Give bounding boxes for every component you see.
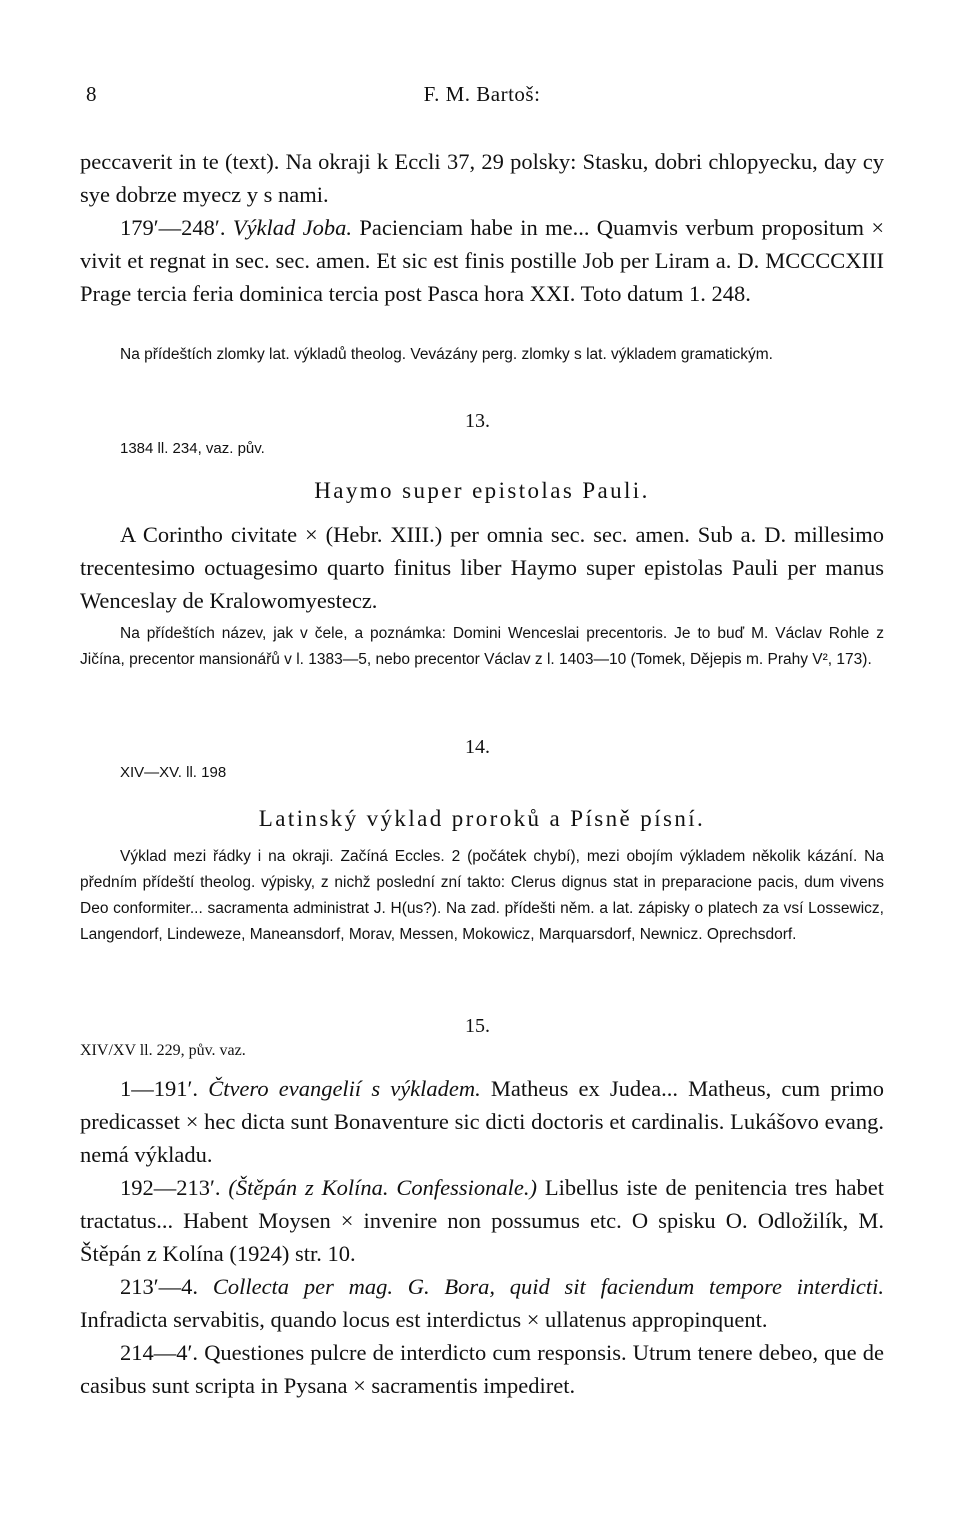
entry-13-shelfmark: 1384 ll. 234, vaz. pův. <box>120 440 265 457</box>
continuation-block <box>80 145 884 310</box>
entry-15-items <box>80 1072 884 1402</box>
entry-13-title: Haymo super epistolas Pauli. <box>314 478 650 503</box>
entry-14-shelfmark: XIV—XV. ll. 198 <box>120 764 227 781</box>
entry-14-number: 14. <box>465 736 490 758</box>
entry-13-number: 13. <box>465 410 490 432</box>
item-title: Čtvero evangelií s výkladem. <box>208 1076 481 1101</box>
folio-range: 214—4′. <box>120 1340 199 1365</box>
page-number: 8 <box>86 82 97 106</box>
page-header <box>80 82 884 112</box>
item-title: (Štěpán z Kolína. Confessionale.) <box>228 1175 537 1200</box>
entry-15-item <box>80 1171 884 1270</box>
folio-range: 1—191′. <box>120 1076 199 1101</box>
work-text: Pacienciam habe in me... Quamvis verbum propositum × vivit et regnat in sec. sec. amen. Et sic est finis postille Job per Liram a. D. MCCCCXIII Prage tercia feria dominica tercia post Pasca hora XXI. Toto datum 1. 248. <box>80 215 885 306</box>
item-text: Libellus iste de penitencia tres habet tractatus... Habent Moysen × invenire non possumus etc. O spisku O. Odložilík, M. Štěpán z Kolína (1924) str. 10. <box>80 1175 884 1266</box>
entry-13-body: A Corintho civitate × (Hebr. XIII.) per omnia sec. sec. amen. Sub a. D. millesimo trecentesimo octuagesimo quarto finitus liber Haymo super epistolas Pauli per manus Wenceslay de Kralowomyestecz. <box>80 522 884 613</box>
entry-15-item <box>80 1336 884 1402</box>
continuation-note: Na přídeštích zlomky lat. výkladů theolog. Vevázány perg. zlomky s lat. výkladem gramatickým. <box>120 346 773 363</box>
folio-range: 213′—4. <box>120 1274 199 1299</box>
item-text: Infradicta servabitis, quando locus est interdictus × ullatenus appropinquent. <box>80 1307 768 1332</box>
folio-range: 192—213′. <box>120 1175 221 1200</box>
entry-15-number: 15. <box>465 1015 490 1037</box>
item-title: Collecta per mag. G. Bora, quid sit faciendum tempore interdicti. <box>212 1274 885 1299</box>
entry-14-note: Výklad mezi řádky i na okraji. Začíná Eccles. 2 (počátek chybí), mezi obojím výkladem několik kázání. Na předním přídeští theolog. výpisky, z nichž poslední zní takto: Clerus dignus stat in preparacione pacis, dum vivens Deo conformiter... sacramenta administrat J. H(us?). Na zad. přídešti něm. a lat. zápisky o platech za vsí Lossewicz, Langendorf, Lindeweze, Maneansdorf, Morav, Messen, Mokowicz, Marquarsdorf, Newnicz. Oprechsdorf. <box>80 848 884 943</box>
folio-range: 179′—248′. <box>120 215 226 240</box>
entry-15-item <box>80 1270 884 1336</box>
continuation-text-1: peccaverit in te (text). Na okraji k Eccli 37, 29 polsky: Stasku, dobri chlopyecku, day cy sye dobrze myecz y s nami. <box>80 149 884 207</box>
running-head: F. M. Bartoš: <box>423 82 541 106</box>
entry-14-title: Latinský výklad proroků a Písně písní. <box>258 806 706 831</box>
continuation-text-2 <box>80 211 884 310</box>
entry-15-shelfmark: XIV/XV ll. 229, pův. vaz. <box>80 1042 246 1059</box>
work-title: Výklad Joba. <box>232 215 353 240</box>
item-text: Matheus ex Judea... Matheus, cum primo predicasset × hec dicta sunt Bonaventure sic dicti doctoris et cardinalis. Lukášovo evang. nemá výkladu. <box>80 1076 885 1167</box>
entry-13-note: Na přídeštích název, jak v čele, a poznámka: Domini Wenceslai precentoris. Je to buď M. Václav Rohle z Jičína, precentor mansionářů v l. 1383—5, nebo precentor Václav z l. 1403—10 (Tomek, Dějepis m. Prahy V², 173). <box>80 625 884 668</box>
item-text: Questiones pulcre de interdicto cum responsis. Utrum tenere debeo, que de casibus sunt scripta in Pysana × sacramentis impediret. <box>80 1340 885 1398</box>
entry-15-item <box>80 1072 884 1171</box>
